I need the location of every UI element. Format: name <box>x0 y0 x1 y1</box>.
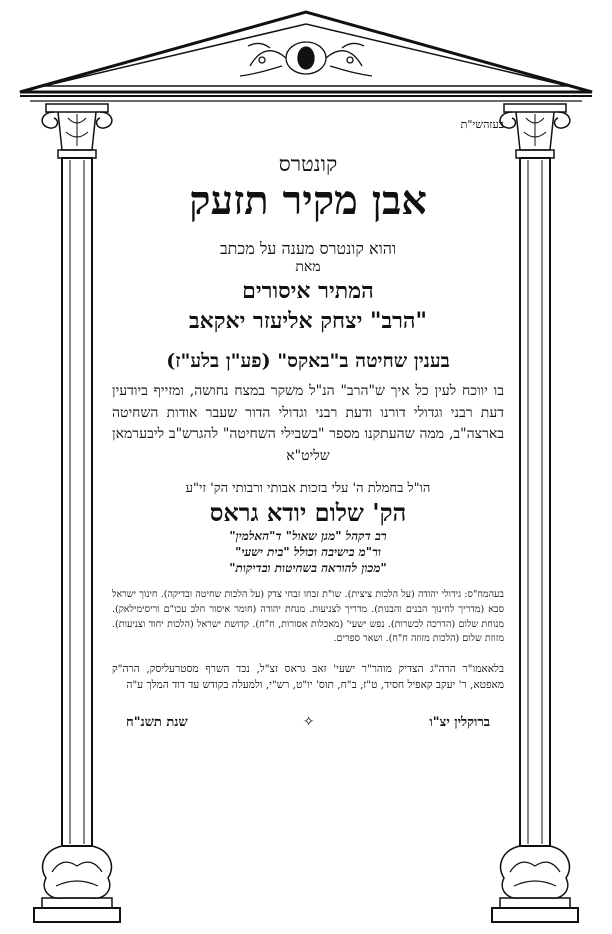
topic-line: בענין שחיטה ב"באקס" (פע"ן בלע"ז) <box>166 350 450 372</box>
authored-works-list: בעהמח"ס: גידולי יהודה (על הלכות ציצית). שו"ת זבחו זבחי צדק (על הלכות שחיטה ובדיקה). חינוך ישראל סבא (מדריך לחינוך הבנים והבנות). מדריך לצניעות. מנחת יהודה (חומר איסור חלב עכו"ם וריסימילאק). מנוחת שלום (הדרכה לכשרות). נפש ישעי' (מאכלות אסורות, ח"ח). קדושת ישראל (הלכות יחוד וצניעות). מזוזת שלום (הלכות מזוזה ח"ח). ושאר ספרים. <box>112 589 504 645</box>
author-role-1: רב דקהל "מגן שאול" ד"האלמין" <box>229 528 387 543</box>
target-name-line-2: "הרב" יצחק אליעזר יאקאב <box>188 308 428 334</box>
subtitle-line-2: מאת <box>295 259 321 275</box>
publication-footer <box>112 714 504 730</box>
main-title: אבן מקיר תזעק <box>189 177 427 224</box>
footer-year: שנת תשנ"ח <box>126 714 188 730</box>
author-role-2: ור"מ בישיבה וכולל "בית ישעי" <box>235 544 381 559</box>
left-column <box>34 104 120 922</box>
crest-icon <box>240 42 372 76</box>
description-paragraph: בו יווכח לעין כל איך ש"הרב" הנ"ל משקר במצח נחושה, ומזייף ביודעין דעת רבני וגדולי דורנו ודעת רבני וגדולי הדור שעבר אודות השחיטה בארצה"ב, ממה שהעתקנו מספר "בשבילי השחיטה" להגרש"ב ליבערמאן שליט"א <box>112 383 504 465</box>
credit-line: הו"ל בחמלת ה' עלי בזכות אבותי ורבותי הק' זי"ע <box>185 480 431 496</box>
title-page-content <box>112 112 504 730</box>
subtitle-line-1: והוא קונטרס מענה על מכתב <box>219 239 397 258</box>
lineage-dedication: בלאאמו"ר הרה"ג הצדיק מוהר"ר ישעי' זאב גראס זצ"ל, נכד השרף מסטרעליסק, הרה"ק מאפטא, ר' יעקב קאפיל חסיד, ט"ז, ב"ח, תוס' יו"ט, רש"י, ולמעלה בקודש עד דוד המלך ע"ה <box>112 663 504 692</box>
author-name: הק' שלום יודא גראס <box>209 497 407 527</box>
diamond-separator-icon: ✧ <box>302 713 315 730</box>
footer-place: ברוקלין יצ"ו <box>429 714 490 730</box>
right-column <box>492 104 578 922</box>
target-name-line-1: המתיר איסורים <box>242 278 374 304</box>
header-abbreviation: בעזהשי"ת <box>460 118 504 131</box>
author-role-3: "מכון להוראה בשחיטות ובדיקות" <box>229 561 387 576</box>
kuntres-label: קונטרס <box>278 152 338 176</box>
